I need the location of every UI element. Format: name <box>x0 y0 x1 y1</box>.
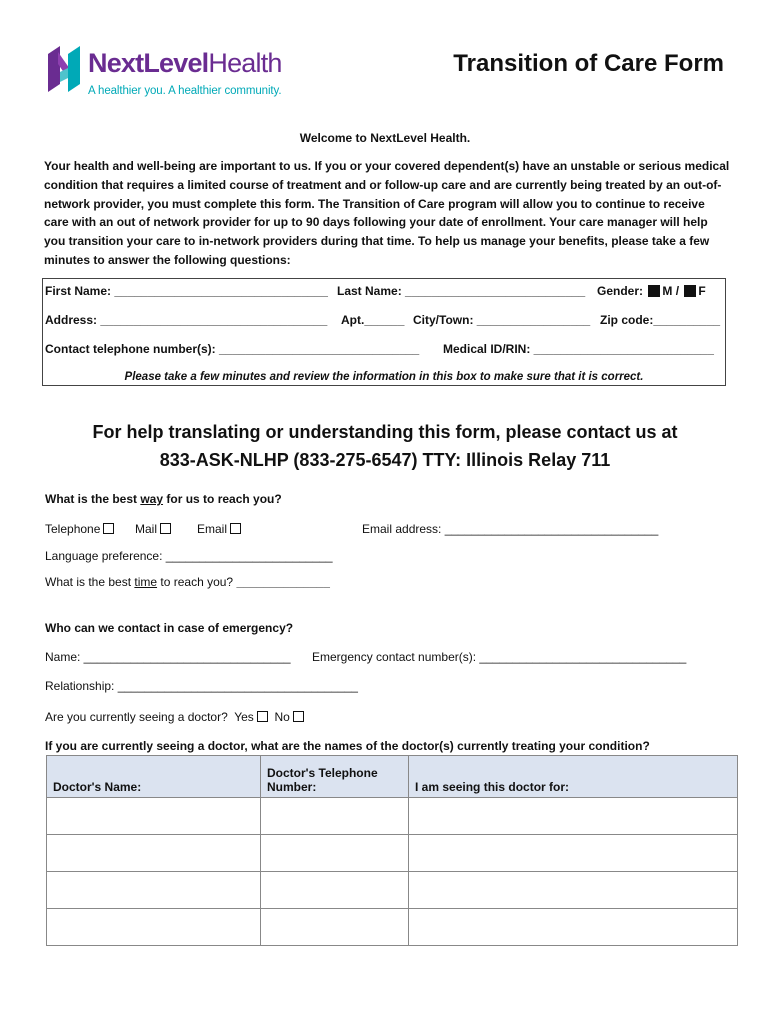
gender-m-checkbox[interactable] <box>648 285 660 297</box>
brand-tagline: A healthier you. A healthier community. <box>88 85 282 97</box>
brand-name-part1: NextLevel <box>88 48 209 78</box>
doctor-phone-cell[interactable] <box>261 909 409 946</box>
welcome-text: Welcome to NextLevel Health. <box>299 131 471 145</box>
doctor-reason-cell[interactable] <box>409 798 738 835</box>
emergency-number-field[interactable]: Emergency contact number(s): _______________________________ <box>312 650 687 664</box>
contact-telephone-option[interactable]: Telephone <box>45 522 114 536</box>
info-box-note: Please take a few minutes and review the information in this box to make sure that it is correct. <box>124 371 644 383</box>
gender-field <box>597 284 706 298</box>
table-row <box>47 798 738 835</box>
doctor-reason-cell[interactable] <box>409 909 738 946</box>
doctor-reason-cell[interactable] <box>409 835 738 872</box>
help-line-1: For help translating or understanding this form, please contact us at <box>92 422 678 442</box>
email-address-field[interactable]: Email address: ________________________________ <box>362 522 659 536</box>
gender-label: Gender: <box>597 284 644 298</box>
table-row <box>47 835 738 872</box>
table-row <box>47 909 738 946</box>
doctors-question: If you are currently seeing a doctor, what are the names of the doctor(s) currently treating your condition? <box>45 739 650 753</box>
contact-email-option[interactable]: Email <box>197 522 241 536</box>
city-field[interactable]: City/Town: _________________ <box>413 313 591 327</box>
gender-f-checkbox[interactable] <box>684 285 696 297</box>
table-row <box>47 872 738 909</box>
email-checkbox[interactable] <box>230 523 241 534</box>
doctor-name-cell[interactable] <box>47 798 261 835</box>
doctor-phone-cell[interactable] <box>261 798 409 835</box>
seeing-doctor-question: Are you currently seeing a doctor? Yes No <box>45 710 304 724</box>
relationship-field[interactable]: Relationship: ____________________________________ <box>45 679 358 693</box>
medical-id-field[interactable]: Medical ID/RIN: ___________________________ <box>443 342 714 356</box>
doctors-table-header <box>47 756 738 798</box>
zip-field[interactable]: Zip code:__________ <box>600 313 721 327</box>
gender-m-label: M / <box>662 284 680 298</box>
apt-field[interactable]: Apt.______ <box>341 313 405 327</box>
mail-checkbox[interactable] <box>160 523 171 534</box>
doctor-phone-header: Doctor's Telephone Number: <box>261 756 409 798</box>
emergency-question: Who can we contact in case of emergency? <box>45 621 294 635</box>
intro-paragraph: Your health and well-being are important to us. If you or your covered dependent(s) have an unstable or serious medical condition that requires a limited course of treatment and or follow-up care and are currently being treated by an out-of-network provider, you must complete this form. The Transition of Care program will allow you to continue to receive care with an out of network provider for up to 90 days following your date of enrollment. Your care manager will help you transition your care to in-network providers during that time. To help us manage your benefits, please take a few minutes to answer the following questions: <box>44 159 730 267</box>
nh-monogram-icon <box>44 44 84 96</box>
page-title: Transition of Care Form <box>453 50 724 77</box>
seeing-doctor-yes[interactable]: Yes <box>234 710 268 724</box>
last-name-field[interactable]: Last Name: ___________________________ <box>337 284 586 298</box>
first-name-field[interactable]: First Name: ________________________________ <box>45 284 328 298</box>
doctors-table <box>46 755 738 946</box>
contact-mail-option[interactable]: Mail <box>135 522 171 536</box>
best-time-field[interactable]: What is the best time to reach you? ______________ <box>45 575 330 589</box>
help-contact <box>0 418 770 474</box>
contact-way-question: What is the best way for us to reach you? <box>45 492 282 506</box>
doctor-name-cell[interactable] <box>47 835 261 872</box>
no-checkbox[interactable] <box>293 711 304 722</box>
brand-logo <box>44 44 304 100</box>
doctor-name-cell[interactable] <box>47 909 261 946</box>
brand-name <box>88 48 282 79</box>
member-info-box <box>42 278 726 386</box>
emergency-name-field[interactable]: Name: _______________________________ <box>45 650 291 664</box>
doctor-phone-cell[interactable] <box>261 872 409 909</box>
yes-checkbox[interactable] <box>257 711 268 722</box>
telephone-checkbox[interactable] <box>103 523 114 534</box>
language-preference-field[interactable]: Language preference: _________________________ <box>45 549 333 563</box>
doctor-name-cell[interactable] <box>47 872 261 909</box>
gender-f-label: F <box>698 284 706 298</box>
doctor-name-header: Doctor's Name: <box>47 756 261 798</box>
doctor-phone-cell[interactable] <box>261 835 409 872</box>
brand-name-part2: Health <box>208 48 282 78</box>
help-line-2: 833-ASK-NLHP (833-275-6547) TTY: Illinois Relay 711 <box>159 450 611 470</box>
seeing-doctor-no[interactable]: No <box>274 710 303 724</box>
doctor-reason-cell[interactable] <box>409 872 738 909</box>
address-field[interactable]: Address: __________________________________ <box>45 313 328 327</box>
phone-field[interactable]: Contact telephone number(s): ______________________________ <box>45 342 420 356</box>
doctor-reason-header: I am seeing this doctor for: <box>409 756 738 798</box>
